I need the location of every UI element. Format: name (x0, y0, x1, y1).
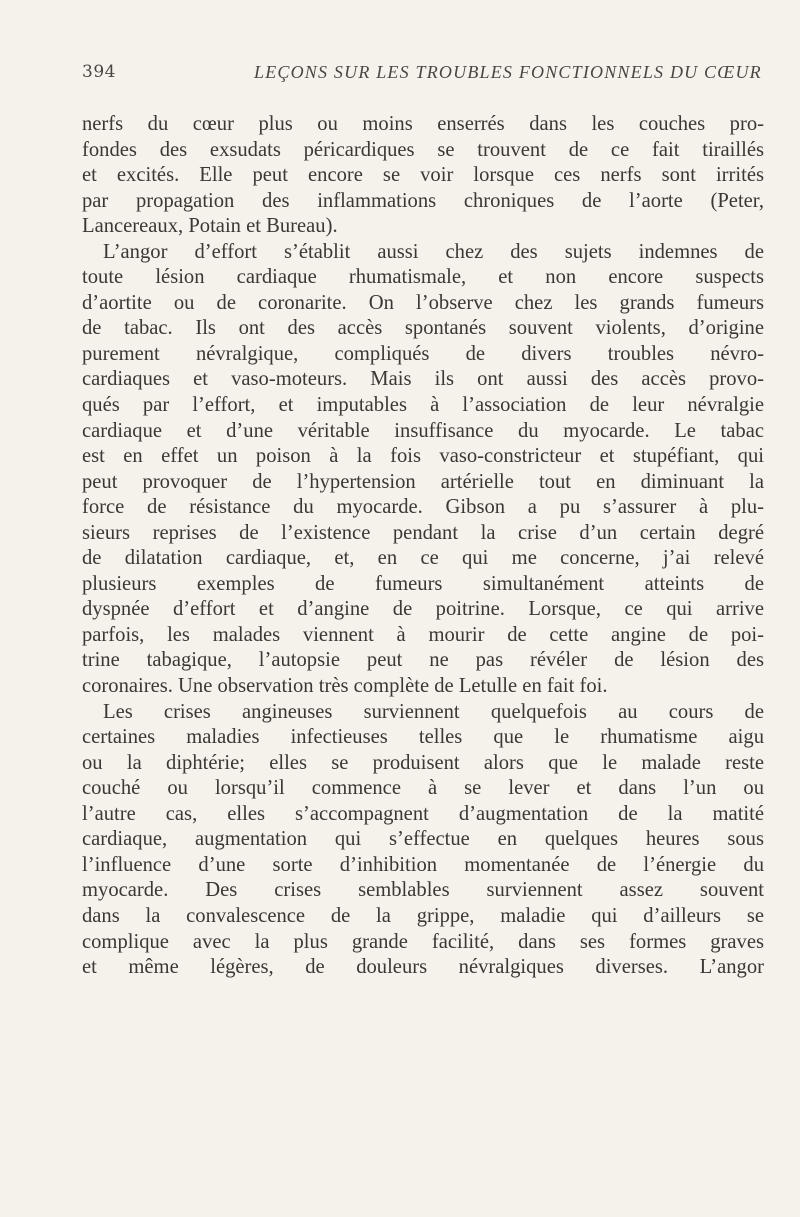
running-title: LEÇONS SUR LES TROUBLES FONCTIONNELS DU CŒUR (254, 62, 762, 82)
body-text (82, 112, 764, 981)
text-line: purement névralgique, compliqués de divers troubles névro- (82, 342, 764, 365)
text-line: de dilatation cardiaque, et, en ce qui me concerne, j’ai relevé (82, 547, 764, 570)
text-line: Les crises angineuses surviennent quelquefois au cours de (103, 700, 764, 723)
text-line: coronaires. Une observation très complète de Letulle en fait foi. (82, 675, 608, 698)
page-number: 394 (82, 62, 116, 82)
text-line: fondes des exsudats péricardiques se trouvent de ce fait tiraillés (82, 138, 764, 161)
text-line: couché ou lorsqu’il commence à se lever et dans l’un ou (82, 777, 764, 800)
text-line: force de résistance du myocarde. Gibson a pu s’assurer à plu- (82, 496, 764, 519)
text-line: parfois, les malades viennent à mourir de cette angine de poi- (82, 623, 764, 646)
text-line: l’autre cas, elles s’accompagnent d’augmentation de la matité (82, 802, 764, 825)
text-line: plusieurs exemples de fumeurs simultanément atteints de (82, 572, 764, 595)
text-line: et même légères, de douleurs névralgiques diverses. L’angor (82, 956, 764, 979)
text-line: peut provoquer de l’hypertension artérielle tout en diminuant la (82, 470, 764, 493)
text-line: et excités. Elle peut encore se voir lorsque ces nerfs sont irrités (82, 164, 764, 187)
text-line: de tabac. Ils ont des accès spontanés souvent violents, d’origine (82, 317, 764, 340)
text-line: dyspnée d’effort et d’angine de poitrine. Lorsque, ce qui arrive (82, 598, 764, 621)
text-line: dans la convalescence de la grippe, maladie qui d’ailleurs se (82, 904, 764, 927)
text-line: cardiaques et vaso-moteurs. Mais ils ont aussi des accès provo- (82, 368, 764, 391)
text-line: est en effet un poison à la fois vaso-constricteur et stupéfiant, qui (82, 445, 764, 468)
text-line: trine tabagique, l’autopsie peut ne pas révéler de lésion des (82, 649, 764, 672)
page-header (0, 62, 800, 92)
text-line: d’aortite ou de coronarite. On l’observe chez les grands fumeurs (82, 291, 764, 314)
text-line: myocarde. Des crises semblables surviennent assez souvent (82, 879, 764, 902)
text-line: Lancereaux, Potain et Bureau). (82, 215, 338, 238)
text-line: cardiaque et d’une véritable insuffisance du myocarde. Le tabac (82, 419, 764, 442)
text-line: ou la diphtérie; elles se produisent alors que le malade reste (82, 751, 764, 774)
text-line: cardiaque, augmentation qui s’effectue en quelques heures sous (82, 828, 764, 851)
text-line: complique avec la plus grande facilité, dans ses formes graves (82, 930, 764, 953)
text-line: par propagation des inflammations chroniques de l’aorte (Peter, (82, 189, 764, 212)
text-line: certaines maladies infectieuses telles que le rhumatisme aigu (82, 726, 764, 749)
text-line: qués par l’effort, et imputables à l’association de leur névralgie (82, 394, 764, 417)
text-line: sieurs reprises de l’existence pendant la crise d’un certain degré (82, 521, 764, 544)
text-line: toute lésion cardiaque rhumatismale, et non encore suspects (82, 266, 764, 289)
text-line: l’influence d’une sorte d’inhibition momentanée de l’énergie du (82, 853, 764, 876)
text-line: L’angor d’effort s’établit aussi chez des sujets indemnes de (103, 240, 764, 263)
text-line: nerfs du cœur plus ou moins enserrés dans les couches pro- (82, 113, 764, 135)
